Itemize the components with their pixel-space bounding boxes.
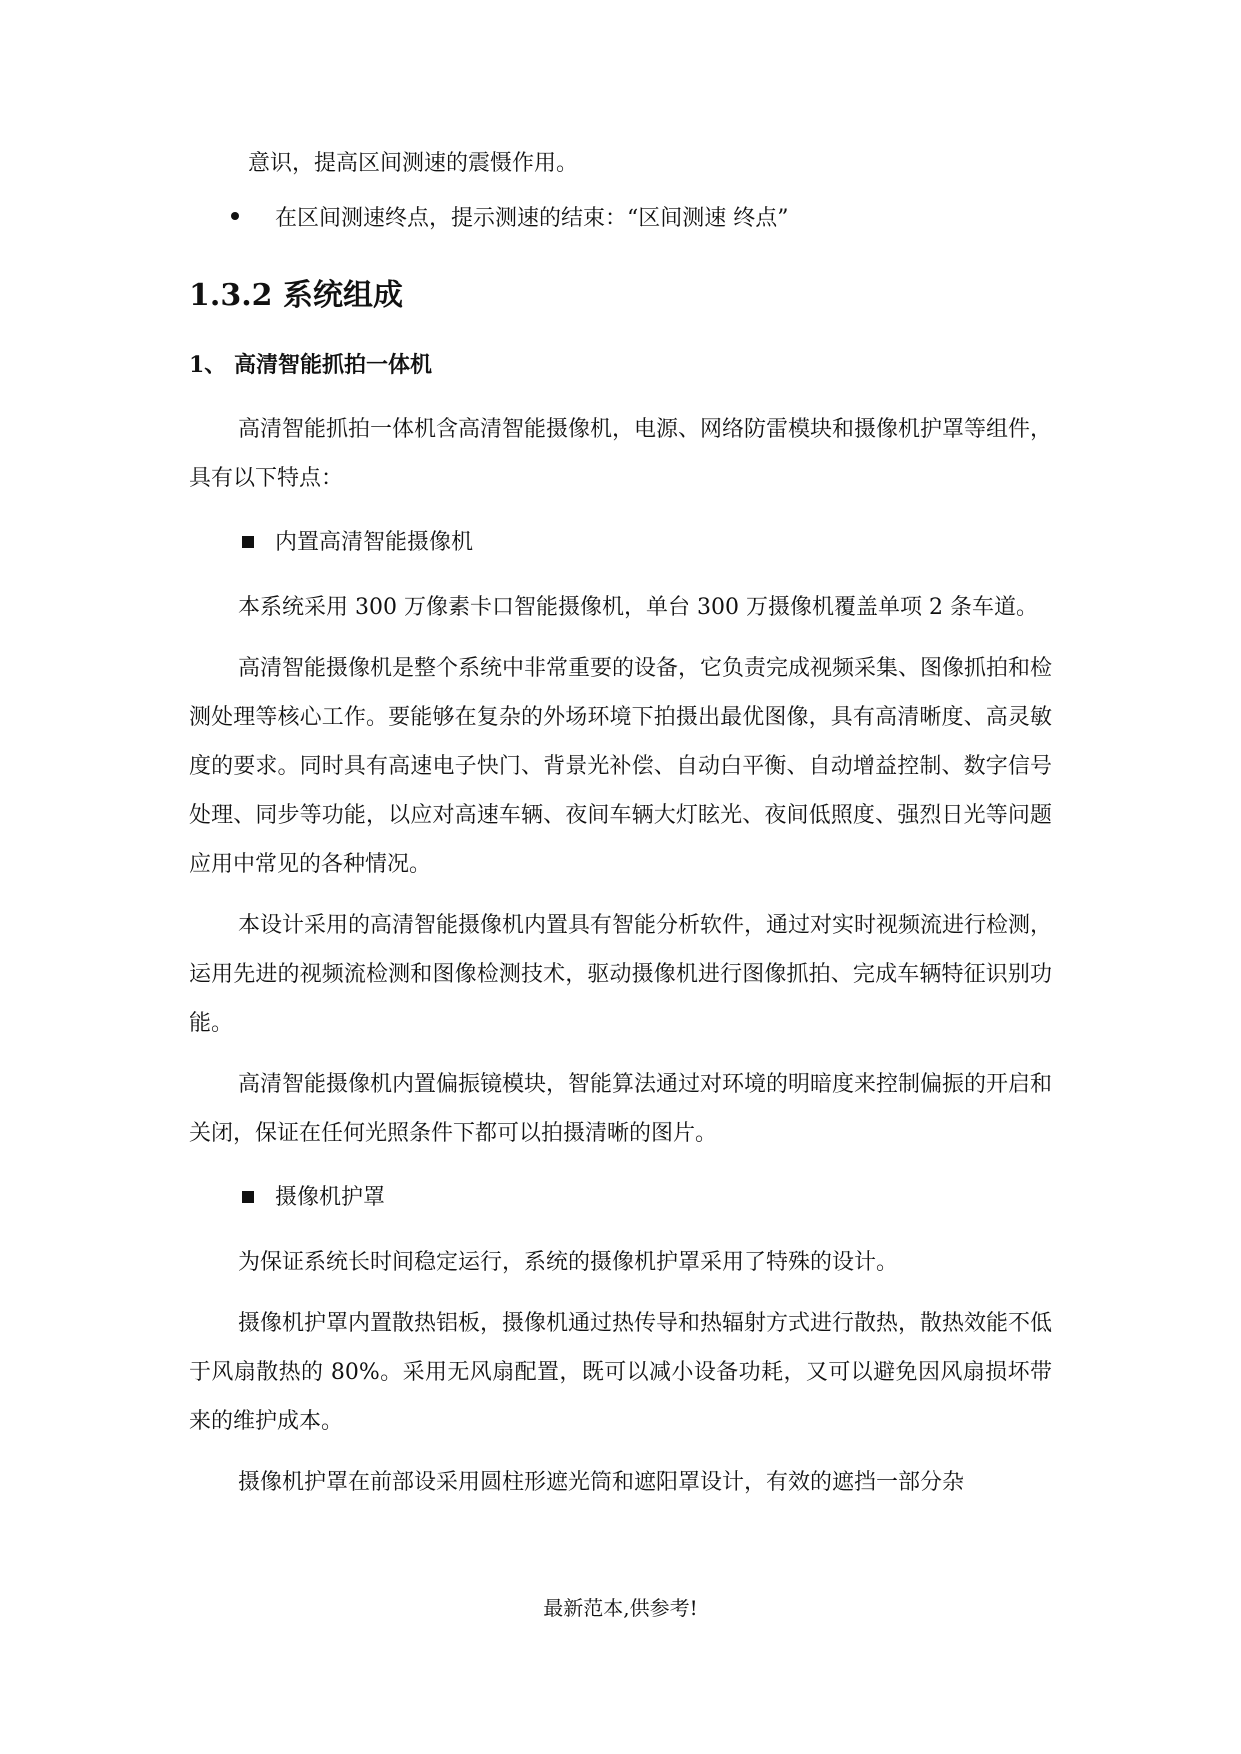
paragraph: 本系统采用 300 万像素卡口智能摄像机，单台 300 万摄像机覆盖单项 2 条车道。 (238, 595, 1038, 620)
continuation-line: 意识，提高区间测速的震慑作用。 (248, 151, 579, 176)
feature-heading-camera (189, 527, 1052, 559)
paragraph: 摄像机护罩内置散热铝板，摄像机通过热传导和热辐射方式进行散热，散热效能不低于风扇散热的 80%。采用无风扇配置，既可以减小设备功耗，又可以避免因风扇损坏带来的维护成本。 (189, 1311, 1053, 1434)
square-bullet-icon (242, 1191, 254, 1203)
subheading: 1、 高清智能抓拍一体机 (189, 352, 432, 378)
bullet-item-text: 在区间测速终点，提示测速的结束：“区间测速 终点” (275, 206, 789, 231)
paragraph: 高清智能摄像机内置偏振镜模块，智能算法通过对环境的明暗度来控制偏振的开启和关闭，保证在任何光照条件下都可以拍摄清晰的图片。 (189, 1072, 1053, 1146)
paragraph: 摄像机护罩在前部设采用圆柱形遮光筒和遮阳罩设计，有效的遮挡一部分杂 (238, 1470, 965, 1495)
paragraph: 本设计采用的高清智能摄像机内置具有智能分析软件，通过对实时视频流进行检测，运用先进的视频流检测和图像检测技术，驱动摄像机进行图像抓拍、完成车辆特征识别功能。 (189, 913, 1053, 1036)
paragraph: 高清智能摄像机是整个系统中非常重要的设备，它负责完成视频采集、图像抓拍和检测处理等核心工作。要能够在复杂的外场环境下拍摄出最优图像，具有高清晰度、高灵敏度的要求。同时具有高速电子快门、背景光补偿、自动白平衡、自动增益控制、数字信号处理、同步等功能，以应对高速车辆、夜间车辆大灯眩光、夜间低照度、强烈日光等问题应用中常见的各种情况。 (189, 656, 1053, 877)
paragraph: 为保证系统长时间稳定运行，系统的摄像机护罩采用了特殊的设计。 (238, 1250, 899, 1275)
feature-heading-housing (189, 1182, 1052, 1214)
bullet-dot-icon (231, 212, 239, 220)
bullet-item-end-point (189, 203, 1052, 235)
page-footer: 最新范本,供参考! (543, 1596, 698, 1620)
feature-title: 摄像机护罩 (275, 1185, 386, 1210)
document-body (189, 148, 1052, 1507)
feature-title: 内置高清智能摄像机 (275, 530, 474, 555)
section-heading: 1.3.2 系统组成 (189, 278, 403, 313)
intro-paragraph: 高清智能抓拍一体机含高清智能摄像机，电源、网络防雷模块和摄像机护罩等组件，具有以下特点： (189, 417, 1053, 491)
square-bullet-icon (242, 536, 254, 548)
